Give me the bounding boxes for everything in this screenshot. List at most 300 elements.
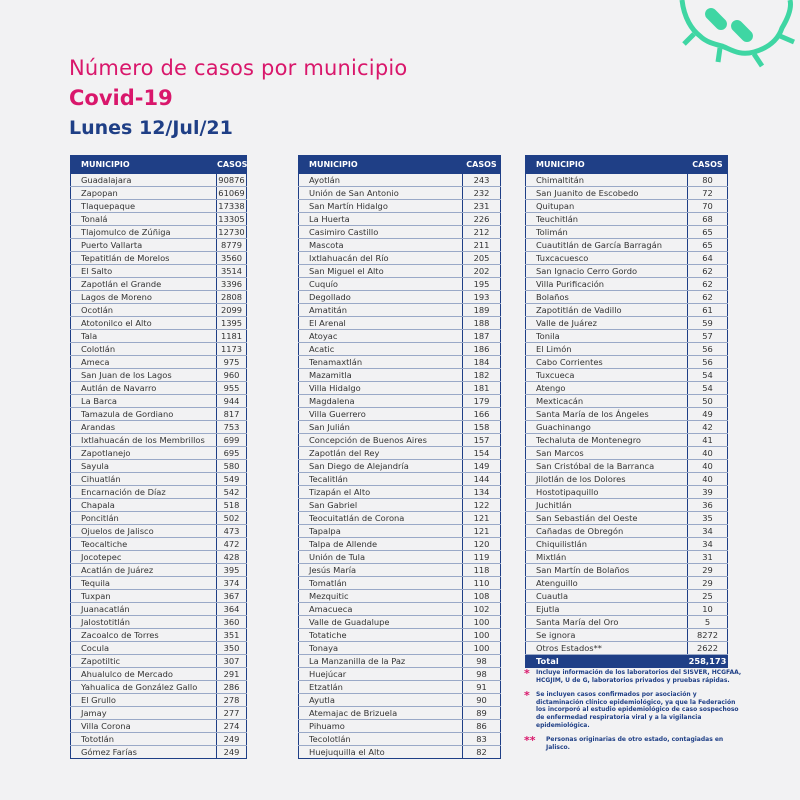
- table-row: [71, 538, 247, 551]
- table-row: [526, 187, 728, 200]
- casos-cell: 975: [217, 356, 247, 369]
- table-row: [299, 421, 501, 434]
- casos-cell: 695: [217, 447, 247, 460]
- casos-cell: 12730: [218, 227, 245, 237]
- casos-cell: 3514: [217, 265, 247, 278]
- casos-cell: 753: [217, 421, 247, 434]
- municipio-cell: Jocotepec: [71, 551, 217, 564]
- table-row: [71, 356, 247, 369]
- municipio-cell: Tlajomulco de Zúñiga: [71, 226, 217, 239]
- casos-cell: 149: [463, 460, 501, 473]
- table-row: [71, 512, 247, 525]
- table-row: [299, 317, 501, 330]
- table-row: [71, 265, 247, 278]
- table-row: [299, 590, 501, 603]
- table-row: [299, 629, 501, 642]
- column-header-casos: CASOS: [463, 156, 501, 174]
- municipio-cell: Mascota: [299, 239, 463, 252]
- municipio-cell: Villa Corona: [71, 720, 217, 733]
- table-row: [71, 499, 247, 512]
- municipio-cell: Tuxcacuesco: [526, 252, 688, 265]
- table-row: [71, 330, 247, 343]
- table-row: [526, 226, 728, 239]
- municipio-cell: Atotonilco el Alto: [71, 317, 217, 330]
- municipio-cell: Tepatitlán de Morelos: [71, 252, 217, 265]
- municipio-cell: Talpa de Allende: [299, 538, 463, 551]
- municipio-cell: Teuchitlán: [526, 213, 688, 226]
- column-header-municipio: MUNICIPIO: [71, 156, 217, 174]
- table-row: [71, 629, 247, 642]
- municipio-cell: San Cristóbal de la Barranca: [526, 460, 688, 473]
- casos-cell: 2808: [217, 291, 247, 304]
- casos-cell: 158: [463, 421, 501, 434]
- municipio-cell: Ixtlahuacán del Río: [299, 252, 463, 265]
- casos-cell: 62: [688, 291, 728, 304]
- table-row: [526, 616, 728, 629]
- table-row: [526, 291, 728, 304]
- casos-cell: 187: [463, 330, 501, 343]
- municipio-cell: Villa Purificación: [526, 278, 688, 291]
- table-row: [299, 603, 501, 616]
- casos-cell: 119: [463, 551, 501, 564]
- municipio-cell: Chimaltitán: [526, 174, 688, 187]
- casos-cell: 110: [463, 577, 501, 590]
- municipio-cell: San Juanito de Escobedo: [526, 187, 688, 200]
- table-row: [299, 174, 501, 187]
- table-row: [299, 291, 501, 304]
- casos-cell: 395: [217, 564, 247, 577]
- municipio-cell: Mixtlán: [526, 551, 688, 564]
- municipio-cell: Cuautitlán de García Barragán: [526, 239, 688, 252]
- casos-cell: 3396: [217, 278, 247, 291]
- casos-cell: 120: [463, 538, 501, 551]
- casos-cell: 3560: [217, 252, 247, 265]
- casos-cell: 82: [463, 746, 501, 759]
- municipio-cell: El Arenal: [299, 317, 463, 330]
- table-row: [526, 499, 728, 512]
- municipio-cell: Tonalá: [71, 213, 217, 226]
- municipio-cell: Ahualulco de Mercado: [71, 668, 217, 681]
- municipio-cell: Yahualica de González Gallo: [71, 681, 217, 694]
- table-row: [526, 174, 728, 187]
- total-label: Total: [526, 655, 688, 668]
- table-row: [526, 642, 728, 655]
- total-value: 258,173: [688, 656, 727, 666]
- casos-cell: 118: [463, 564, 501, 577]
- casos-cell: 134: [463, 486, 501, 499]
- casos-cell: 817: [217, 408, 247, 421]
- casos-cell: 307: [217, 655, 247, 668]
- table-row: [526, 421, 728, 434]
- casos-cell: 31: [688, 551, 728, 564]
- casos-cell: 62: [688, 278, 728, 291]
- table-row: [526, 551, 728, 564]
- table-row: [71, 317, 247, 330]
- casos-cell: 286: [217, 681, 247, 694]
- casos-cell: 211: [463, 239, 501, 252]
- table-row: [526, 525, 728, 538]
- municipio-cell: Cuautla: [526, 590, 688, 603]
- casos-cell: 2622: [688, 642, 728, 655]
- casos-cell: 189: [463, 304, 501, 317]
- casos-cell: 154: [463, 447, 501, 460]
- table-row: [526, 395, 728, 408]
- table-row: [71, 590, 247, 603]
- casos-cell: 56: [688, 356, 728, 369]
- municipio-cell: Casimiro Castillo: [299, 226, 463, 239]
- table-row: [71, 174, 247, 187]
- casos-cell: 182: [463, 369, 501, 382]
- municipio-cell: San Martín Hidalgo: [299, 200, 463, 213]
- municipio-cell: Hostotipaquillo: [526, 486, 688, 499]
- table-row: [299, 213, 501, 226]
- table-row: [526, 460, 728, 473]
- casos-cell: 277: [217, 707, 247, 720]
- municipio-cell: Cocula: [71, 642, 217, 655]
- casos-cell: 50: [688, 395, 728, 408]
- municipio-cell: Autlán de Navarro: [71, 382, 217, 395]
- table-row: [299, 512, 501, 525]
- table-row: [526, 382, 728, 395]
- table-row: [299, 499, 501, 512]
- table-row: [299, 707, 501, 720]
- municipio-cell: Unión de San Antonio: [299, 187, 463, 200]
- table-row: [526, 408, 728, 421]
- casos-cell: 166: [463, 408, 501, 421]
- casos-cell: 960: [217, 369, 247, 382]
- municipio-cell: Gómez Farías: [71, 746, 217, 759]
- table-row: [71, 720, 247, 733]
- municipio-cell: Villa Guerrero: [299, 408, 463, 421]
- table-row: [71, 525, 247, 538]
- municipio-cell: Valle de Guadalupe: [299, 616, 463, 629]
- municipio-cell: Tala: [71, 330, 217, 343]
- municipio-cell: San Juan de los Lagos: [71, 369, 217, 382]
- table-row: [526, 486, 728, 499]
- casos-cell: 83: [463, 733, 501, 746]
- municipio-cell: Tapalpa: [299, 525, 463, 538]
- casos-cell: 122: [463, 499, 501, 512]
- casos-cell: 40: [688, 447, 728, 460]
- municipio-cell: El Limón: [526, 343, 688, 356]
- casos-cell: 121: [463, 512, 501, 525]
- table-row: [299, 525, 501, 538]
- table-row: [526, 629, 728, 642]
- municipio-cell: Cuquío: [299, 278, 463, 291]
- municipio-cell: Teocaltiche: [71, 538, 217, 551]
- table-row: [526, 369, 728, 382]
- municipio-cell: Amatitán: [299, 304, 463, 317]
- municipio-cell: Atenguillo: [526, 577, 688, 590]
- casos-cell: 502: [217, 512, 247, 525]
- casos-cell: 232: [463, 187, 501, 200]
- municipio-cell: San Marcos: [526, 447, 688, 460]
- municipio-cell: Cañadas de Obregón: [526, 525, 688, 538]
- casos-cell: 40: [688, 460, 728, 473]
- municipio-cell: Zapotlán del Rey: [299, 447, 463, 460]
- casos-cell: 91: [463, 681, 501, 694]
- casos-cell: 25: [688, 590, 728, 603]
- casos-cell: 542: [217, 486, 247, 499]
- table-row: [526, 590, 728, 603]
- casos-cell: 188: [463, 317, 501, 330]
- casos-cell: 472: [217, 538, 247, 551]
- virus-icon: [670, 0, 800, 70]
- column-header-municipio: MUNICIPIO: [526, 156, 688, 174]
- municipio-cell: Degollado: [299, 291, 463, 304]
- casos-cell: 360: [217, 616, 247, 629]
- table-row: [299, 720, 501, 733]
- casos-cell: 61069: [218, 188, 245, 198]
- table-row: [71, 746, 247, 759]
- table-row: [71, 668, 247, 681]
- table-row: [71, 200, 247, 213]
- table-row: [299, 265, 501, 278]
- table-row: [71, 434, 247, 447]
- casos-cell: 10: [688, 603, 728, 616]
- municipio-cell: Bolaños: [526, 291, 688, 304]
- municipio-cell: Teocuitatlán de Corona: [299, 512, 463, 525]
- table-row: [299, 538, 501, 551]
- municipio-cell: Tizapán el Alto: [299, 486, 463, 499]
- municipio-cell: Tuxpan: [71, 590, 217, 603]
- casos-cell: 68: [688, 213, 728, 226]
- casos-cell: 98: [463, 655, 501, 668]
- municipio-cell: Zapotiltic: [71, 655, 217, 668]
- column-header-casos: CASOS: [688, 156, 728, 174]
- municipio-cell: Atoyac: [299, 330, 463, 343]
- table-row: [299, 642, 501, 655]
- casos-cell: 98: [463, 668, 501, 681]
- table-row: [71, 213, 247, 226]
- total-row: [526, 655, 728, 668]
- municipio-cell: Santa María del Oro: [526, 616, 688, 629]
- table-row: [299, 733, 501, 746]
- asterisk-icon: *: [524, 689, 530, 703]
- municipio-cell: Mazamitla: [299, 369, 463, 382]
- municipio-cell: San Diego de Alejandría: [299, 460, 463, 473]
- municipio-cell: Jalostotitlán: [71, 616, 217, 629]
- table-row: [71, 694, 247, 707]
- municipio-cell: Acatlán de Juárez: [71, 564, 217, 577]
- casos-cell: 72: [688, 187, 728, 200]
- casos-cell: 181: [463, 382, 501, 395]
- column-header-municipio: MUNICIPIO: [299, 156, 463, 174]
- municipio-cell: Magdalena: [299, 395, 463, 408]
- municipio-cell: Lagos de Moreno: [71, 291, 217, 304]
- table-row: [71, 408, 247, 421]
- casos-cell: 40: [688, 473, 728, 486]
- casos-cell: 39: [688, 486, 728, 499]
- table-row: [71, 239, 247, 252]
- table-row: [526, 538, 728, 551]
- casos-cell: 212: [463, 226, 501, 239]
- casos-cell: 65: [688, 239, 728, 252]
- table-row: [71, 473, 247, 486]
- casos-cell: 186: [463, 343, 501, 356]
- casos-cell: 62: [688, 265, 728, 278]
- table-row: [526, 447, 728, 460]
- casos-cell: 42: [688, 421, 728, 434]
- casos-cell: 70: [688, 200, 728, 213]
- casos-cell: 90876: [218, 175, 245, 185]
- casos-cell: 57: [688, 330, 728, 343]
- casos-cell: 56: [688, 343, 728, 356]
- municipio-cell: Tuxcueca: [526, 369, 688, 382]
- municipio-cell: Huejúcar: [299, 668, 463, 681]
- table-row: [71, 447, 247, 460]
- column-header-casos: CASOS: [217, 156, 247, 174]
- municipio-cell: Tlaquepaque: [71, 200, 217, 213]
- table-row: [71, 395, 247, 408]
- municipio-cell: Acatic: [299, 343, 463, 356]
- municipio-cell: Jamay: [71, 707, 217, 720]
- municipio-cell: Tecalitlán: [299, 473, 463, 486]
- table-row: [71, 564, 247, 577]
- table-row: [71, 291, 247, 304]
- casos-cell: 8779: [217, 239, 247, 252]
- footnote: [524, 736, 744, 751]
- casos-cell: 1395: [217, 317, 247, 330]
- table-row: [526, 434, 728, 447]
- municipio-cell: San Miguel el Alto: [299, 265, 463, 278]
- casos-cell: 89: [463, 707, 501, 720]
- municipio-cell: Colotlán: [71, 343, 217, 356]
- casos-cell: 699: [217, 434, 247, 447]
- footnote: [524, 691, 744, 729]
- municipio-cell: El Grullo: [71, 694, 217, 707]
- municipio-cell: Tonaya: [299, 642, 463, 655]
- casos-cell: 29: [688, 577, 728, 590]
- casos-cell: 61: [688, 304, 728, 317]
- municipio-cell: Zapotitlán de Vadillo: [526, 304, 688, 317]
- municipio-cell: Jesús María: [299, 564, 463, 577]
- municipio-cell: El Salto: [71, 265, 217, 278]
- cases-table-3: [525, 155, 728, 668]
- table-row: [71, 486, 247, 499]
- casos-cell: 231: [463, 200, 501, 213]
- municipio-cell: Tenamaxtlán: [299, 356, 463, 369]
- municipio-cell: Santa María de los Ángeles: [526, 408, 688, 421]
- municipio-cell: Juchitlán: [526, 499, 688, 512]
- casos-cell: 205: [463, 252, 501, 265]
- municipio-cell: Atemajac de Brizuela: [299, 707, 463, 720]
- municipio-cell: Totatiche: [299, 629, 463, 642]
- casos-cell: 17338: [218, 201, 245, 211]
- municipio-cell: La Manzanilla de la Paz: [299, 655, 463, 668]
- municipio-cell: Cihuatlán: [71, 473, 217, 486]
- table-row: [526, 564, 728, 577]
- municipio-cell: Zapotlán el Grande: [71, 278, 217, 291]
- municipio-cell: Tototlán: [71, 733, 217, 746]
- municipio-cell: Cabo Corrientes: [526, 356, 688, 369]
- table-row: [71, 616, 247, 629]
- casos-cell: 249: [217, 746, 247, 759]
- table-row: [526, 356, 728, 369]
- table-row: [71, 603, 247, 616]
- municipio-cell: Pihuamo: [299, 720, 463, 733]
- table-row: [71, 369, 247, 382]
- table-row: [299, 681, 501, 694]
- casos-cell: 108: [463, 590, 501, 603]
- table-row: [526, 252, 728, 265]
- table-row: [299, 252, 501, 265]
- casos-cell: 184: [463, 356, 501, 369]
- casos-cell: 955: [217, 382, 247, 395]
- municipio-cell: San Martín de Bolaños: [526, 564, 688, 577]
- casos-cell: 5: [688, 616, 728, 629]
- casos-cell: 274: [217, 720, 247, 733]
- table-row: [71, 551, 247, 564]
- table-row: [299, 278, 501, 291]
- casos-cell: 34: [688, 538, 728, 551]
- casos-cell: 102: [463, 603, 501, 616]
- casos-cell: 121: [463, 525, 501, 538]
- casos-cell: 944: [217, 395, 247, 408]
- casos-cell: 518: [217, 499, 247, 512]
- casos-cell: 35: [688, 512, 728, 525]
- municipio-cell: Ejutla: [526, 603, 688, 616]
- table-row: [299, 434, 501, 447]
- table-row: [299, 304, 501, 317]
- municipio-cell: San Gabriel: [299, 499, 463, 512]
- casos-cell: 8272: [688, 629, 728, 642]
- municipio-cell: Tecolotlán: [299, 733, 463, 746]
- table-row: [526, 304, 728, 317]
- table-row: [299, 369, 501, 382]
- table-row: [71, 187, 247, 200]
- table-row: [526, 239, 728, 252]
- municipio-cell: Zapopan: [71, 187, 217, 200]
- table-row: [299, 356, 501, 369]
- casos-cell: 90: [463, 694, 501, 707]
- table-row: [299, 551, 501, 564]
- table-row: [299, 473, 501, 486]
- table-row: [299, 746, 501, 759]
- footnotes: [524, 669, 744, 758]
- casos-cell: 364: [217, 603, 247, 616]
- table-row: [526, 317, 728, 330]
- municipio-cell: Concepción de Buenos Aires: [299, 434, 463, 447]
- casos-cell: 428: [217, 551, 247, 564]
- municipio-cell: Se ignora: [526, 629, 688, 642]
- municipio-cell: Mezquitic: [299, 590, 463, 603]
- municipio-cell: Huejuquilla el Alto: [299, 746, 463, 759]
- municipio-cell: Quitupan: [526, 200, 688, 213]
- table-row: [299, 616, 501, 629]
- casos-cell: 100: [463, 642, 501, 655]
- municipio-cell: San Julián: [299, 421, 463, 434]
- casos-cell: 226: [463, 213, 501, 226]
- footnote-text: Personas originarias de otro estado, contagiadas en Jalisco.: [546, 736, 724, 751]
- table-row: [299, 486, 501, 499]
- municipio-cell: Encarnación de Díaz: [71, 486, 217, 499]
- report-date: Lunes 12/Jul/21: [69, 117, 233, 139]
- table-row: [71, 421, 247, 434]
- table-row: [71, 252, 247, 265]
- cases-table-1: [70, 155, 247, 759]
- municipio-cell: Valle de Juárez: [526, 317, 688, 330]
- municipio-cell: Chapala: [71, 499, 217, 512]
- casos-cell: 351: [217, 629, 247, 642]
- table-row: [526, 330, 728, 343]
- municipio-cell: Amacueca: [299, 603, 463, 616]
- casos-cell: 278: [217, 694, 247, 707]
- casos-cell: 2099: [217, 304, 247, 317]
- table-row: [526, 343, 728, 356]
- asterisk-icon: *: [524, 667, 530, 680]
- table-row: [299, 330, 501, 343]
